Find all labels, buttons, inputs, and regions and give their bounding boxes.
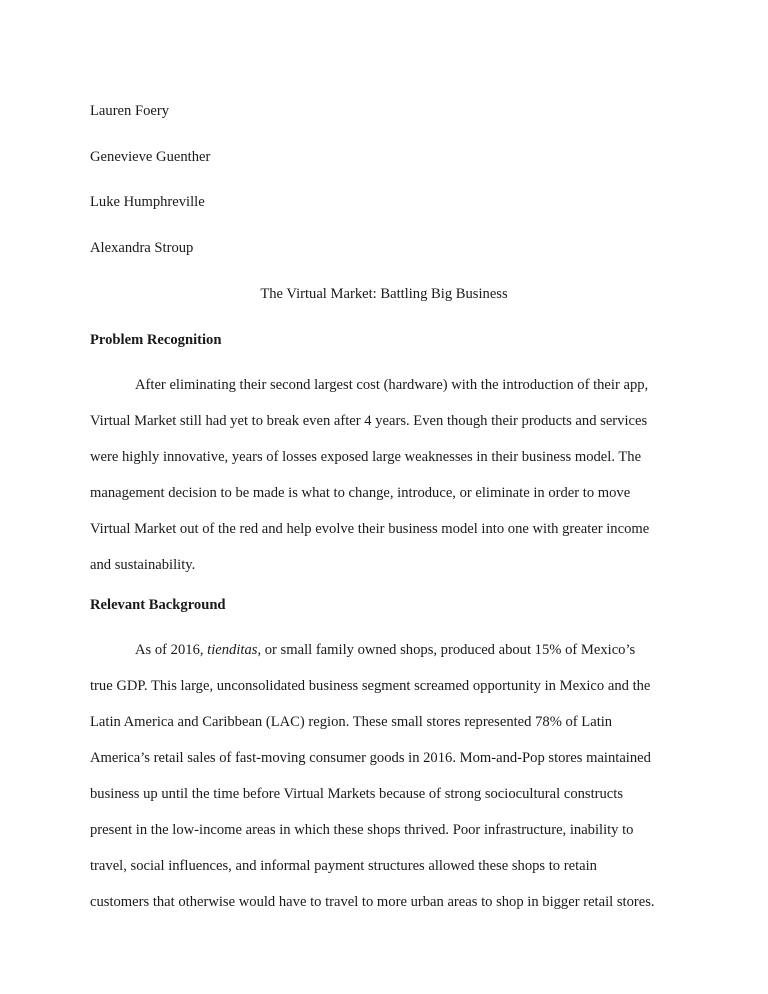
paragraph-line: travel, social influences, and informal payment structures allowed these shops to retain (90, 858, 597, 874)
paragraph-line: true GDP. This large, unconsolidated business segment screamed opportunity in Mexico and the (90, 678, 651, 694)
document-title: The Virtual Market: Battling Big Business (260, 286, 508, 302)
paragraph-line: management decision to be made is what to change, introduce, or eliminate in order to move (90, 485, 631, 501)
paragraph-problem-recognition (90, 367, 680, 583)
author-name: Genevieve Guenther (90, 149, 211, 165)
paragraph-line (90, 632, 680, 668)
text-run: As of 2016, (135, 642, 208, 658)
author-name: Lauren Foery (90, 103, 170, 119)
paragraph-line: customers that otherwise would have to travel to more urban areas to shop in bigger retail stores. (90, 894, 655, 910)
paragraph-line: After eliminating their second largest cost (hardware) with the introduction of their app, (135, 377, 649, 393)
paragraph-line: and sustainability. (90, 557, 196, 573)
paragraph-line: America’s retail sales of fast-moving consumer goods in 2016. Mom-and-Pop stores maintained (90, 750, 651, 766)
section-heading-problem-recognition: Problem Recognition (90, 332, 222, 348)
paragraph-line: business up until the time before Virtual Markets because of strong sociocultural constructs (90, 786, 624, 802)
paragraph-relevant-background (90, 632, 680, 920)
paragraph-line: Virtual Market out of the red and help evolve their business model into one with greater income (90, 521, 650, 537)
paragraph-line: were highly innovative, years of losses exposed large weaknesses in their business model. The (90, 449, 642, 465)
emphasis-text: tienditas (207, 642, 258, 658)
author-name: Luke Humphreville (90, 194, 205, 210)
paragraph-line: Virtual Market still had yet to break even after 4 years. Even though their products and services (90, 413, 648, 429)
section-heading-relevant-background: Relevant Background (90, 597, 226, 613)
paragraph-line: Latin America and Caribbean (LAC) region. These small stores represented 78% of Latin (90, 714, 613, 730)
text-run: , or small family owned shops, produced about 15% of Mexico’s (257, 642, 636, 658)
author-name: Alexandra Stroup (90, 240, 194, 256)
paragraph-line: present in the low-income areas in which these shops thrived. Poor infrastructure, inability to (90, 822, 634, 838)
